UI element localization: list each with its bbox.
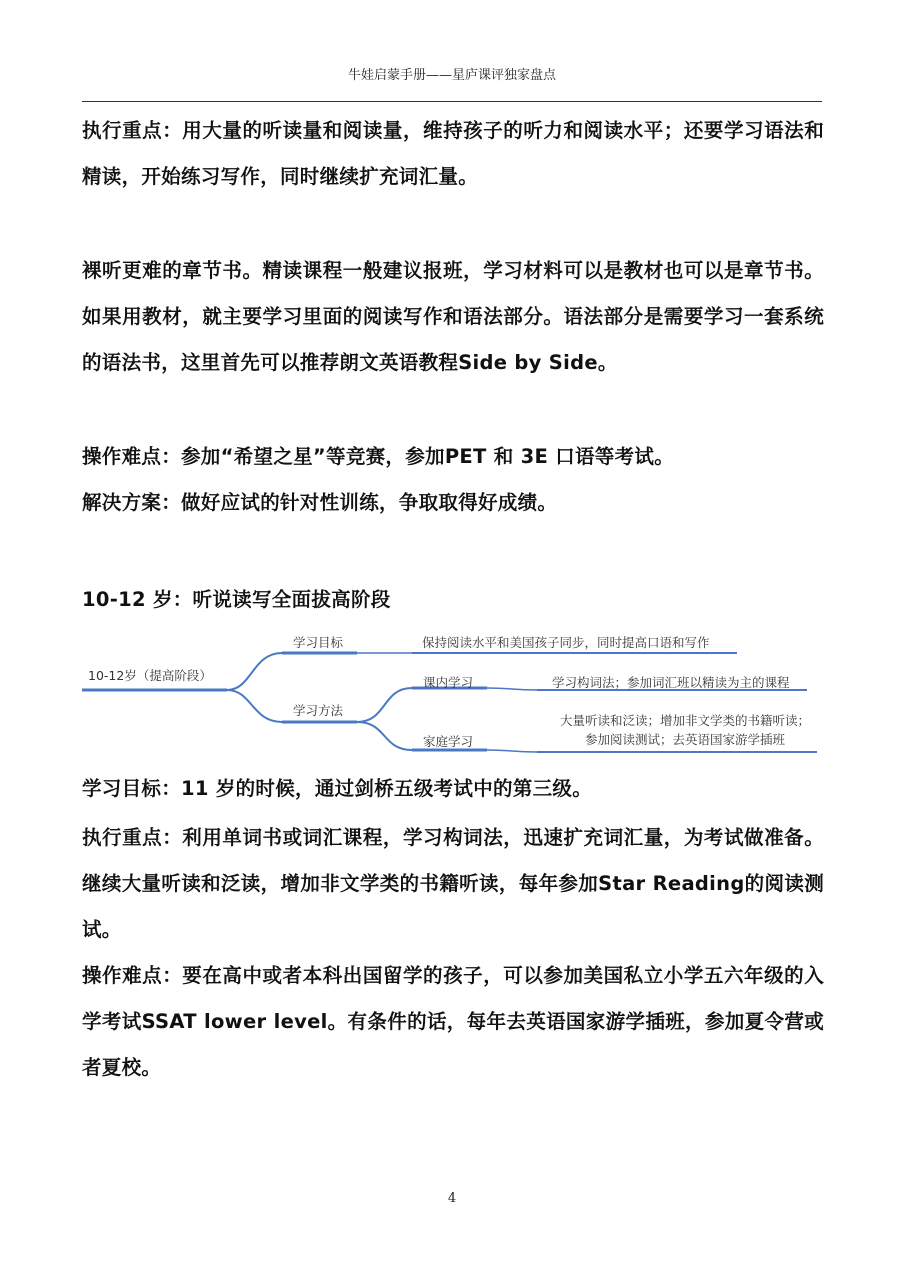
- section-heading: 10-12 岁：听说读写全面拔高阶段: [82, 588, 391, 611]
- home-link: [487, 750, 537, 752]
- paragraph-execution-focus-2: 执行重点：利用单词书或词汇课程，学习构词法，迅速扩充词汇量，为考试做准备。继续大量听读和泛读，增加非文学类的书籍听读，每年参加Star Reading的阅读测试。: [82, 826, 824, 941]
- branch-method-connector: [227, 690, 282, 722]
- paragraph-difficulty: 操作难点：参加“希望之星”等竞赛，参加PET 和 3E 口语等考试。: [82, 445, 675, 468]
- mindmap-home-text-line1: 大量听读和泛读；增加非文学类的书籍听读；: [559, 713, 810, 728]
- mindmap-home-text: [550, 711, 820, 749]
- mindmap-class-text: 学习构词法；参加词汇班以精读为主的课程: [552, 675, 790, 690]
- mindmap-home-text-line2: 参加阅读测试；去英语国家游学插班: [584, 732, 785, 747]
- paragraph-solution: 解决方案：做好应试的针对性训练，争取取得好成绩。: [82, 491, 558, 514]
- mindmap-home-label: 家庭学习: [423, 734, 474, 749]
- branch-class-connector: [357, 688, 412, 722]
- branch-home-connector: [357, 722, 412, 750]
- page-number: 4: [447, 1191, 457, 1206]
- mindmap-root-label: 10-12岁（提高阶段）: [88, 668, 212, 683]
- branch-goal-connector: [227, 653, 282, 690]
- mindmap-goal-label: 学习目标: [293, 635, 344, 650]
- paragraph-chapter-books: 裸听更难的章节书。精读课程一般建议报班，学习材料可以是教材也可以是章节书。如果用教材，就主要学习里面的阅读写作和语法部分。语法部分是需要学习一套系统的语法书，这里首先可以推荐朗文英语教程Side by Side。: [82, 259, 824, 374]
- header-rule: [82, 101, 822, 102]
- mind-map: [82, 622, 822, 762]
- paragraph-difficulty-2: 操作难点：要在高中或者本科出国留学的孩子，可以参加美国私立小学五六年级的入学考试SSAT lower level。有条件的话，每年去英语国家游学插班，参加夏令营或者夏校。: [82, 964, 824, 1079]
- paragraph-learning-goal: 学习目标：11 岁的时候，通过剑桥五级考试中的第三级。: [82, 777, 593, 800]
- running-header: 牛娃启蒙手册——星庐课评独家盘点: [347, 68, 556, 83]
- paragraph-execution-focus: 执行重点：用大量的听读量和阅读量，维持孩子的听力和阅读水平；还要学习语法和精读，开始练习写作，同时继续扩充词汇量。: [82, 119, 824, 188]
- class-link: [487, 688, 537, 690]
- mindmap-class-label: 课内学习: [423, 675, 474, 690]
- mindmap-goal-text: 保持阅读水平和美国孩子同步，同时提高口语和写作: [422, 635, 710, 650]
- mindmap-method-label: 学习方法: [293, 703, 344, 718]
